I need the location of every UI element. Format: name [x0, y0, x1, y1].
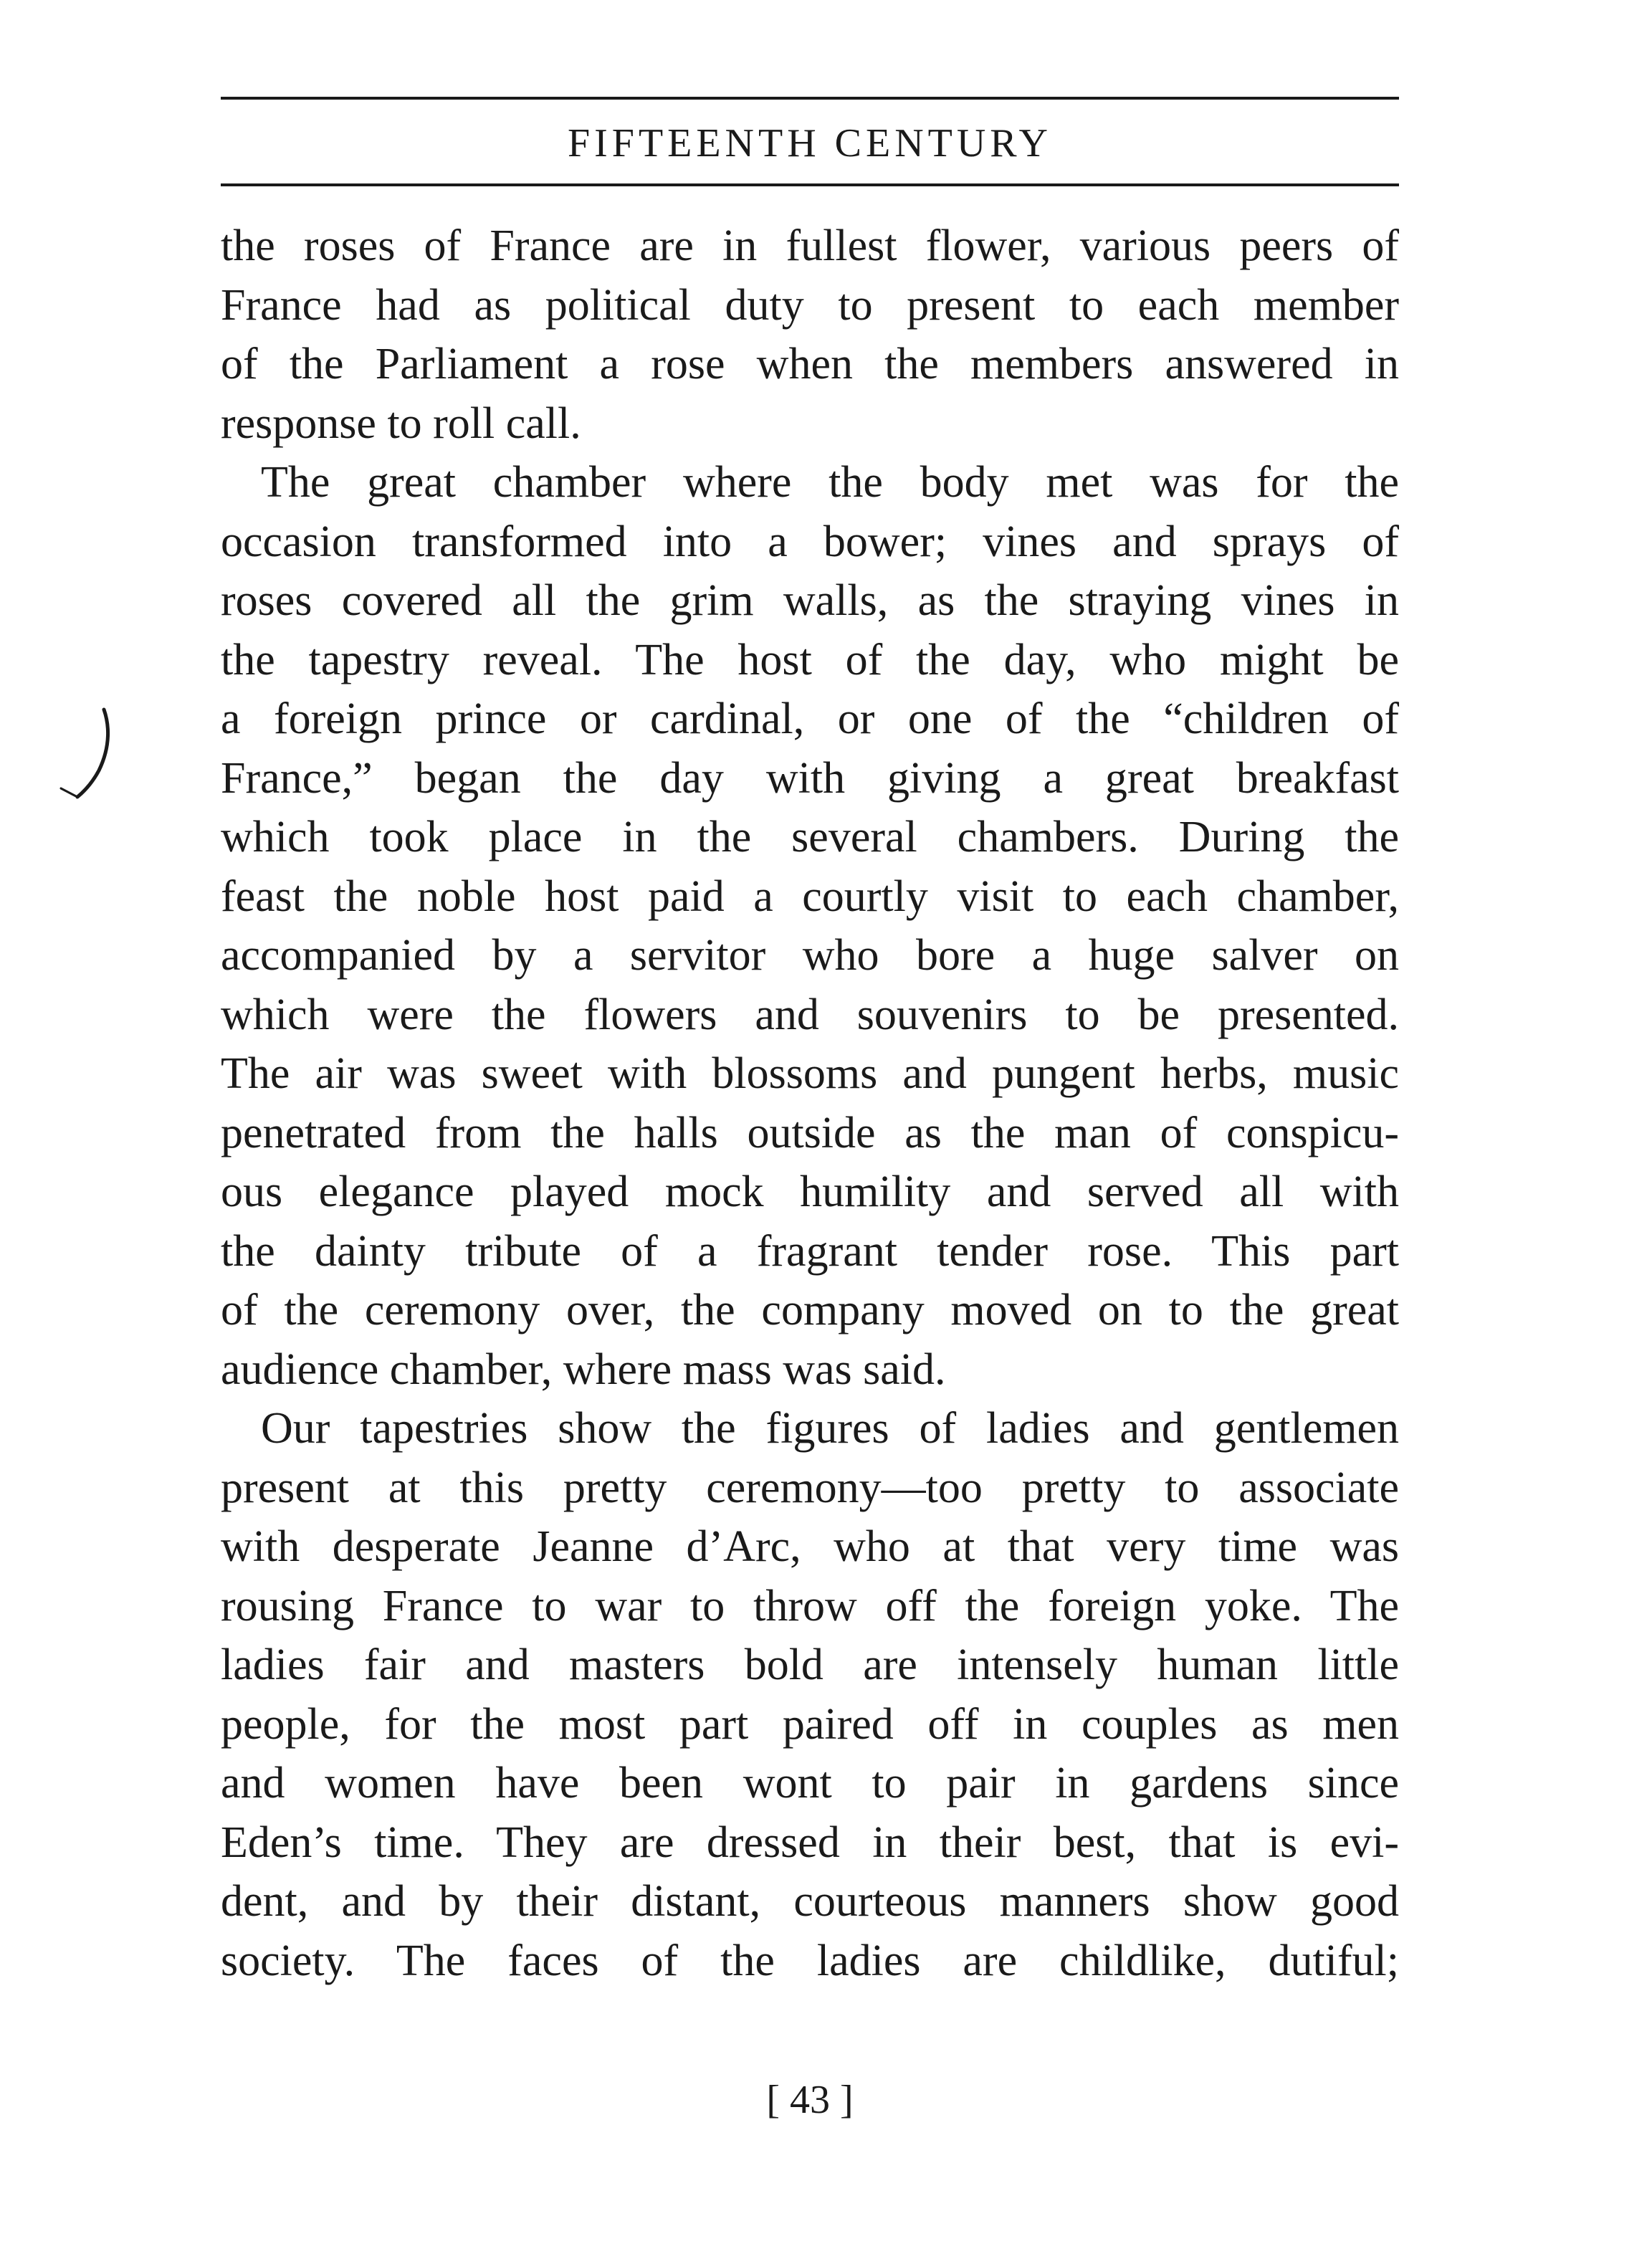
text-line: Our tapestries show the figures of ladies and gentlemen — [261, 1404, 1399, 1453]
text-line: with desperate Jeanne d’Arc, who at that very time was — [221, 1522, 1399, 1571]
text-line: France,” began the day with giving a great breakfast — [221, 753, 1399, 803]
text-line: the dainty tribute of a fragrant tender rose. This part — [221, 1226, 1399, 1276]
text-line: accompanied by a servitor who bore a huge salver on — [221, 931, 1399, 980]
text-line: and women have been wont to pair in gardens since — [221, 1759, 1399, 1808]
text-line: response to roll call. — [221, 398, 581, 448]
text-line: feast the noble host paid a courtly visit to each chamber, — [221, 871, 1399, 921]
text-line: The air was sweet with blossoms and pungent herbs, music — [221, 1049, 1399, 1098]
text-line: ladies fair and masters bold are intensely human little — [221, 1641, 1399, 1689]
text-line: dent, and by their distant, courteous manners show good — [221, 1877, 1399, 1926]
text-line: penetrated from the halls outside as the man of conspicu- — [221, 1108, 1399, 1157]
text-line: rousing France to war to throw off the foreign yoke. The — [221, 1581, 1399, 1630]
text-line: France had as political duty to present to each member — [221, 280, 1399, 330]
header-rule-top — [221, 97, 1399, 100]
text-line: which were the flowers and souvenirs to be presented. — [221, 990, 1399, 1039]
page-number: [ 43 ] — [766, 2078, 854, 2122]
text-line: society. The faces of the ladies are childlike, dutiful; — [221, 1936, 1399, 1985]
running-head: FIFTEENTH CENTURY — [568, 121, 1052, 166]
text-line: occasion transformed into a bower; vines and sprays of — [221, 517, 1399, 566]
text-line: which took place in the several chambers. During the — [221, 813, 1399, 861]
text-line: The great chamber where the body met was for the — [261, 458, 1399, 507]
text-line: of the Parliament a rose when the members answered in — [221, 340, 1399, 388]
text-line: the tapestry reveal. The host of the day, who might be — [221, 635, 1399, 684]
header-rule-bottom — [221, 183, 1399, 186]
text-line: audience chamber, where mass was said. — [221, 1345, 946, 1394]
text-line: roses covered all the grim walls, as the straying vines in — [221, 576, 1399, 625]
text-line: the roses of France are in fullest flower, various peers of — [221, 221, 1399, 270]
text-line: a foreign prince or cardinal, or one of the “children of — [221, 694, 1399, 743]
text-line: of the ceremony over, the company moved on to the great — [221, 1286, 1399, 1334]
text-line: present at this pretty ceremony—too pretty to associate — [221, 1463, 1399, 1512]
text-line: Eden’s time. They are dressed in their best, that is evi- — [221, 1818, 1399, 1867]
text-line: ous elegance played mock humility and served all with — [221, 1167, 1399, 1216]
pencil-margin-mark-icon — [43, 702, 129, 810]
text-line: people, for the most part paired off in couples as men — [221, 1699, 1399, 1749]
body-text — [221, 216, 1399, 1990]
